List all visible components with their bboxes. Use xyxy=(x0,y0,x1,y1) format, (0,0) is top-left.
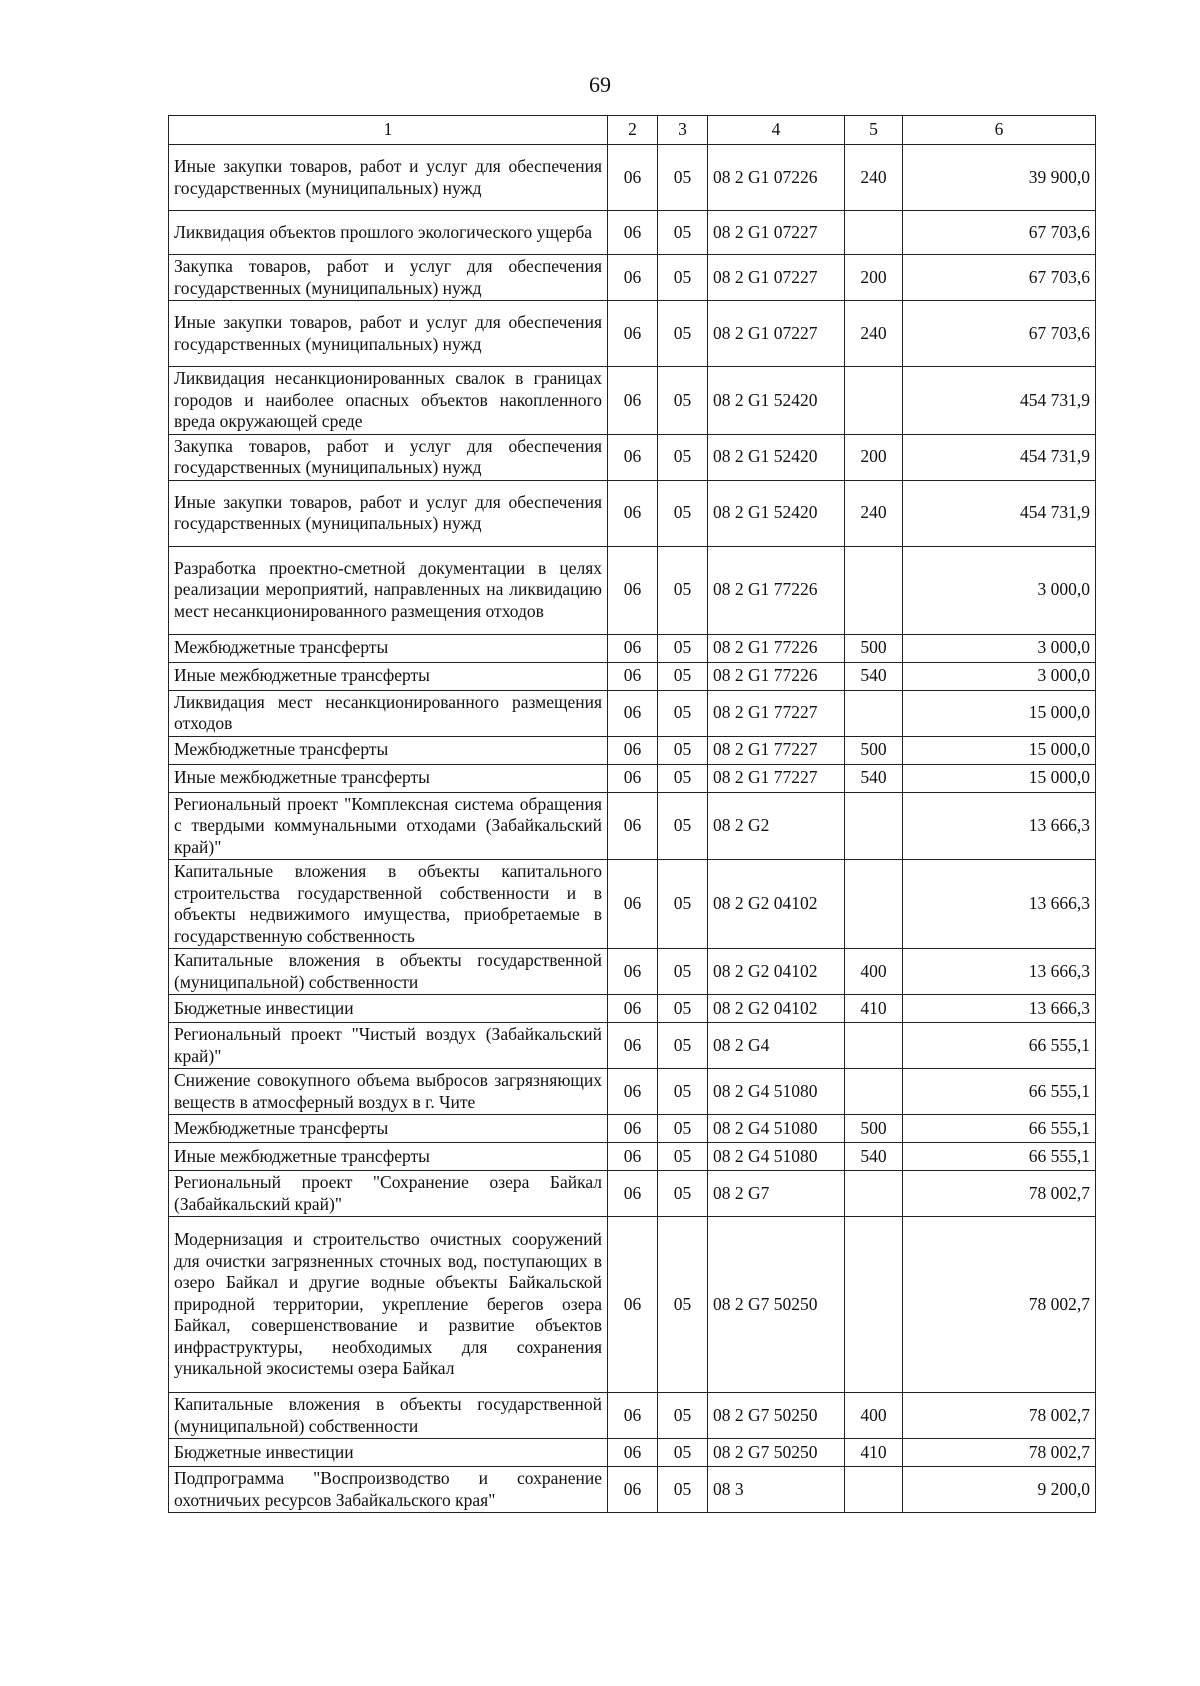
expense-type-code: 500 xyxy=(845,1115,903,1143)
target-article-code: 08 2 G1 52420 xyxy=(708,434,845,480)
expense-type-code: 410 xyxy=(845,1439,903,1467)
expense-type-code: 540 xyxy=(845,764,903,792)
target-article-code: 08 2 G1 77227 xyxy=(708,736,845,764)
target-article-code: 08 2 G4 xyxy=(708,1023,845,1069)
subsection-code: 05 xyxy=(658,764,708,792)
section-code: 06 xyxy=(608,1069,658,1115)
amount: 39 900,0 xyxy=(903,145,1096,211)
subsection-code: 05 xyxy=(658,1023,708,1069)
target-article-code: 08 2 G7 50250 xyxy=(708,1217,845,1393)
amount: 66 555,1 xyxy=(903,1143,1096,1171)
table-row xyxy=(169,690,1096,736)
target-article-code: 08 2 G1 52420 xyxy=(708,367,845,435)
target-article-code: 08 2 G2 04102 xyxy=(708,995,845,1023)
row-name: Подпрограмма "Воспроизводство и сохранение охотничьих ресурсов Забайкальского края" xyxy=(169,1467,608,1513)
target-article-code: 08 2 G1 77226 xyxy=(708,634,845,662)
table-row xyxy=(169,301,1096,367)
subsection-code: 05 xyxy=(658,662,708,690)
section-code: 06 xyxy=(608,1467,658,1513)
row-name: Иные межбюджетные трансферты xyxy=(169,764,608,792)
amount: 66 555,1 xyxy=(903,1069,1096,1115)
table-row xyxy=(169,1069,1096,1115)
row-name: Иные закупки товаров, работ и услуг для обеспечения государственных (муниципальных) нужд xyxy=(169,145,608,211)
row-name: Ликвидация несанкционированных свалок в границах городов и наиболее опасных объектов накопленного вреда окружающей среде xyxy=(169,367,608,435)
subsection-code: 05 xyxy=(658,634,708,662)
amount: 67 703,6 xyxy=(903,211,1096,255)
subsection-code: 05 xyxy=(658,792,708,860)
section-code: 06 xyxy=(608,1439,658,1467)
subsection-code: 05 xyxy=(658,367,708,435)
expense-type-code: 540 xyxy=(845,662,903,690)
page-number: 69 xyxy=(589,72,611,97)
row-name: Региональный проект "Сохранение озера Байкал (Забайкальский край)" xyxy=(169,1171,608,1217)
row-name: Ликвидация объектов прошлого экологического ущерба xyxy=(169,211,608,255)
row-name: Закупка товаров, работ и услуг для обеспечения государственных (муниципальных) нужд xyxy=(169,255,608,301)
target-article-code: 08 2 G2 04102 xyxy=(708,860,845,949)
amount: 15 000,0 xyxy=(903,690,1096,736)
subsection-code: 05 xyxy=(658,1171,708,1217)
amount: 15 000,0 xyxy=(903,736,1096,764)
target-article-code: 08 2 G1 07226 xyxy=(708,145,845,211)
subsection-code: 05 xyxy=(658,1143,708,1171)
row-name: Межбюджетные трансферты xyxy=(169,736,608,764)
table-row xyxy=(169,736,1096,764)
amount: 13 666,3 xyxy=(903,860,1096,949)
amount: 67 703,6 xyxy=(903,301,1096,367)
amount: 67 703,6 xyxy=(903,255,1096,301)
section-code: 06 xyxy=(608,792,658,860)
table-row xyxy=(169,434,1096,480)
row-name: Капитальные вложения в объекты капитального строительства государственной собственности и в объекты недвижимого имущества, приобретаемые в государственную собственность xyxy=(169,860,608,949)
table-row xyxy=(169,1393,1096,1439)
subsection-code: 05 xyxy=(658,860,708,949)
target-article-code: 08 2 G4 51080 xyxy=(708,1143,845,1171)
target-article-code: 08 3 xyxy=(708,1467,845,1513)
subsection-code: 05 xyxy=(658,949,708,995)
amount: 66 555,1 xyxy=(903,1115,1096,1143)
subsection-code: 05 xyxy=(658,1393,708,1439)
expense-type-code xyxy=(845,1069,903,1115)
amount: 78 002,7 xyxy=(903,1217,1096,1393)
subsection-code: 05 xyxy=(658,1217,708,1393)
section-code: 06 xyxy=(608,434,658,480)
amount: 13 666,3 xyxy=(903,949,1096,995)
amount: 13 666,3 xyxy=(903,792,1096,860)
section-code: 06 xyxy=(608,211,658,255)
expense-type-code xyxy=(845,211,903,255)
expense-type-code xyxy=(845,1171,903,1217)
target-article-code: 08 2 G4 51080 xyxy=(708,1069,845,1115)
table-row xyxy=(169,662,1096,690)
table-row xyxy=(169,860,1096,949)
table-row xyxy=(169,1115,1096,1143)
section-code: 06 xyxy=(608,995,658,1023)
subsection-code: 05 xyxy=(658,736,708,764)
section-code: 06 xyxy=(608,949,658,995)
row-name: Иные закупки товаров, работ и услуг для обеспечения государственных (муниципальных) нужд xyxy=(169,301,608,367)
expense-type-code xyxy=(845,792,903,860)
target-article-code: 08 2 G2 xyxy=(708,792,845,860)
expense-type-code: 240 xyxy=(845,301,903,367)
section-code: 06 xyxy=(608,480,658,546)
expense-type-code: 400 xyxy=(845,949,903,995)
row-name: Иные межбюджетные трансферты xyxy=(169,662,608,690)
row-name: Бюджетные инвестиции xyxy=(169,995,608,1023)
table-row xyxy=(169,1217,1096,1393)
row-name: Бюджетные инвестиции xyxy=(169,1439,608,1467)
expense-type-code xyxy=(845,367,903,435)
budget-table xyxy=(168,115,1096,1513)
amount: 13 666,3 xyxy=(903,995,1096,1023)
subsection-code: 05 xyxy=(658,255,708,301)
target-article-code: 08 2 G1 77227 xyxy=(708,690,845,736)
table-row xyxy=(169,764,1096,792)
subsection-code: 05 xyxy=(658,1439,708,1467)
expense-type-code: 410 xyxy=(845,995,903,1023)
subsection-code: 05 xyxy=(658,145,708,211)
row-name: Межбюджетные трансферты xyxy=(169,1115,608,1143)
section-code: 06 xyxy=(608,367,658,435)
table-row xyxy=(169,1467,1096,1513)
target-article-code: 08 2 G1 07227 xyxy=(708,301,845,367)
table-row xyxy=(169,367,1096,435)
row-name: Иные межбюджетные трансферты xyxy=(169,1143,608,1171)
section-code: 06 xyxy=(608,1393,658,1439)
target-article-code: 08 2 G1 77226 xyxy=(708,662,845,690)
expense-type-code: 540 xyxy=(845,1143,903,1171)
expense-type-code xyxy=(845,546,903,634)
expense-type-code xyxy=(845,690,903,736)
amount: 454 731,9 xyxy=(903,480,1096,546)
table-row xyxy=(169,211,1096,255)
section-code: 06 xyxy=(608,1171,658,1217)
section-code: 06 xyxy=(608,634,658,662)
target-article-code: 08 2 G7 xyxy=(708,1171,845,1217)
table-row xyxy=(169,546,1096,634)
row-name: Межбюджетные трансферты xyxy=(169,634,608,662)
subsection-code: 05 xyxy=(658,480,708,546)
subsection-code: 05 xyxy=(658,434,708,480)
expense-type-code: 240 xyxy=(845,480,903,546)
amount: 454 731,9 xyxy=(903,367,1096,435)
header-cell: 3 xyxy=(658,116,708,145)
target-article-code: 08 2 G7 50250 xyxy=(708,1439,845,1467)
subsection-code: 05 xyxy=(658,546,708,634)
target-article-code: 08 2 G1 52420 xyxy=(708,480,845,546)
expense-type-code: 200 xyxy=(845,255,903,301)
section-code: 06 xyxy=(608,145,658,211)
row-name: Иные закупки товаров, работ и услуг для обеспечения государственных (муниципальных) нужд xyxy=(169,480,608,546)
table-row xyxy=(169,480,1096,546)
subsection-code: 05 xyxy=(658,211,708,255)
target-article-code: 08 2 G1 07227 xyxy=(708,211,845,255)
table-row xyxy=(169,634,1096,662)
section-code: 06 xyxy=(608,1023,658,1069)
table-row xyxy=(169,1143,1096,1171)
header-cell: 6 xyxy=(903,116,1096,145)
table-row xyxy=(169,1023,1096,1069)
table-row xyxy=(169,995,1096,1023)
section-code: 06 xyxy=(608,301,658,367)
expense-type-code xyxy=(845,860,903,949)
section-code: 06 xyxy=(608,690,658,736)
target-article-code: 08 2 G1 77227 xyxy=(708,764,845,792)
expense-type-code xyxy=(845,1023,903,1069)
subsection-code: 05 xyxy=(658,995,708,1023)
subsection-code: 05 xyxy=(658,1467,708,1513)
subsection-code: 05 xyxy=(658,301,708,367)
amount: 78 002,7 xyxy=(903,1171,1096,1217)
expense-type-code: 240 xyxy=(845,145,903,211)
table-row xyxy=(169,1171,1096,1217)
target-article-code: 08 2 G1 77226 xyxy=(708,546,845,634)
amount: 454 731,9 xyxy=(903,434,1096,480)
row-name: Ликвидация мест несанкционированного размещения отходов xyxy=(169,690,608,736)
amount: 3 000,0 xyxy=(903,546,1096,634)
header-cell: 2 xyxy=(608,116,658,145)
table-row xyxy=(169,255,1096,301)
header-cell: 4 xyxy=(708,116,845,145)
row-name: Закупка товаров, работ и услуг для обеспечения государственных (муниципальных) нужд xyxy=(169,434,608,480)
amount: 78 002,7 xyxy=(903,1393,1096,1439)
subsection-code: 05 xyxy=(658,690,708,736)
section-code: 06 xyxy=(608,662,658,690)
section-code: 06 xyxy=(608,255,658,301)
target-article-code: 08 2 G2 04102 xyxy=(708,949,845,995)
subsection-code: 05 xyxy=(658,1069,708,1115)
expense-type-code xyxy=(845,1467,903,1513)
expense-type-code: 500 xyxy=(845,634,903,662)
section-code: 06 xyxy=(608,1217,658,1393)
section-code: 06 xyxy=(608,764,658,792)
expense-type-code: 500 xyxy=(845,736,903,764)
table-row xyxy=(169,145,1096,211)
table-row xyxy=(169,949,1096,995)
amount: 66 555,1 xyxy=(903,1023,1096,1069)
row-name: Региональный проект "Чистый воздух (Забайкальский край)" xyxy=(169,1023,608,1069)
target-article-code: 08 2 G7 50250 xyxy=(708,1393,845,1439)
section-code: 06 xyxy=(608,1115,658,1143)
row-name: Снижение совокупного объема выбросов загрязняющих веществ в атмосферный воздух в г. Чите xyxy=(169,1069,608,1115)
section-code: 06 xyxy=(608,860,658,949)
section-code: 06 xyxy=(608,546,658,634)
amount: 3 000,0 xyxy=(903,634,1096,662)
header-cell: 5 xyxy=(845,116,903,145)
header-cell: 1 xyxy=(169,116,608,145)
row-name: Капитальные вложения в объекты государственной (муниципальной) собственности xyxy=(169,949,608,995)
row-name: Региональный проект "Комплексная система обращения с твердыми коммунальными отходами (Забайкальский край)" xyxy=(169,792,608,860)
expense-type-code: 200 xyxy=(845,434,903,480)
table-row xyxy=(169,792,1096,860)
target-article-code: 08 2 G1 07227 xyxy=(708,255,845,301)
expense-type-code xyxy=(845,1217,903,1393)
row-name: Разработка проектно-сметной документации в целях реализации мероприятий, направленных на ликвидацию мест несанкционированного размещения отходов xyxy=(169,546,608,634)
amount: 15 000,0 xyxy=(903,764,1096,792)
table-row xyxy=(169,1439,1096,1467)
header-row xyxy=(169,116,1096,145)
row-name: Капитальные вложения в объекты государственной (муниципальной) собственности xyxy=(169,1393,608,1439)
amount: 9 200,0 xyxy=(903,1467,1096,1513)
row-name: Модернизация и строительство очистных сооружений для очистки загрязненных сточных вод, поступающих в озеро Байкал и другие водные объекты Байкальской природной территории, укрепление берегов озера Байкал, совершенствование и развитие объектов инфраструктуры, необходимых для сохранения уникальной экосистемы озера Байкал xyxy=(169,1217,608,1393)
amount: 3 000,0 xyxy=(903,662,1096,690)
amount: 78 002,7 xyxy=(903,1439,1096,1467)
subsection-code: 05 xyxy=(658,1115,708,1143)
section-code: 06 xyxy=(608,1143,658,1171)
section-code: 06 xyxy=(608,736,658,764)
target-article-code: 08 2 G4 51080 xyxy=(708,1115,845,1143)
expense-type-code: 400 xyxy=(845,1393,903,1439)
